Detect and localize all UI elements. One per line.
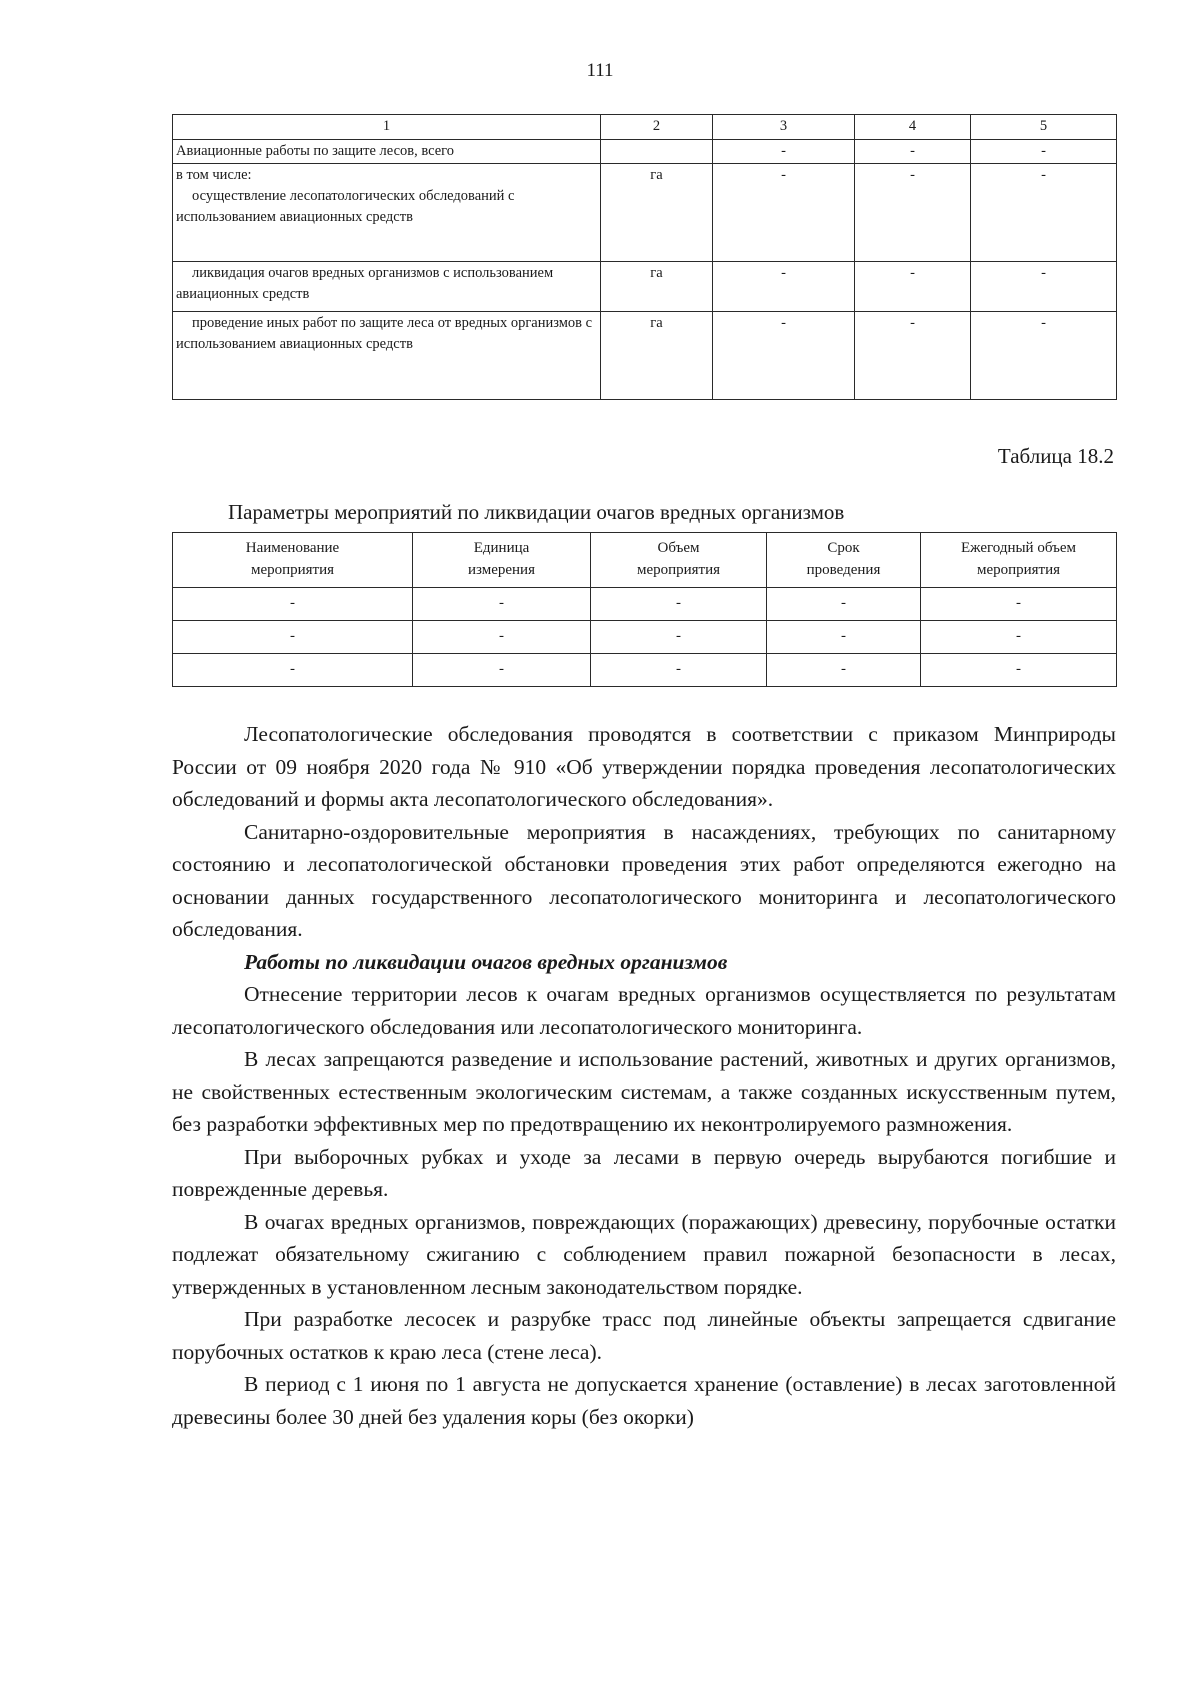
row-cell: - <box>971 312 1117 400</box>
header-line: мероприятия <box>250 562 335 578</box>
table-row <box>173 140 1117 164</box>
table-title: Параметры мероприятий по ликвидации очагов вредных организмов <box>228 500 845 524</box>
column-number-2: 2 <box>601 115 713 140</box>
header-line: Наименование <box>245 540 340 557</box>
table-cell: - <box>173 654 413 687</box>
table-header-row <box>173 115 1117 140</box>
header-line: Срок <box>827 540 860 557</box>
column-header-volume <box>591 533 767 588</box>
table-row <box>173 654 1117 687</box>
row-cell: - <box>855 312 971 400</box>
row-name-line: проведение иных работ по защите леса от вредных организмов с использованием авиационных средств <box>176 315 593 353</box>
column-header-term <box>767 533 921 588</box>
table-row <box>173 621 1117 654</box>
row-unit: га <box>601 312 713 400</box>
paragraph: Отнесение территории лесов к очагам вредных организмов осуществляется по результатам лесопатологического обследования или лесопатологического мониторинга. <box>172 982 1116 1039</box>
header-line: мероприятия <box>976 562 1061 578</box>
table-cell: - <box>767 588 921 621</box>
header-line: Ежегодный объем <box>960 540 1076 557</box>
table-cell: - <box>173 588 413 621</box>
table-cell: - <box>413 588 591 621</box>
table-header-row <box>173 533 1117 588</box>
row-cell: - <box>855 140 971 164</box>
section-heading: Работы по ликвидации очагов вредных организмов <box>244 949 728 974</box>
row-unit: га <box>601 262 713 312</box>
table-cell: - <box>921 588 1117 621</box>
column-header-annual-volume <box>921 533 1117 588</box>
row-cell: - <box>855 164 971 262</box>
paragraph: В лесах запрещаются разведение и использование растений, животных и других организмов, не свойственных естественным экологическим системам, а также созданных искусственным путем, без разработки эффективных мер по предотвращению их неконтролируемого размножения. <box>172 1047 1116 1136</box>
body-text <box>172 718 1116 1433</box>
header-line: проведения <box>806 562 881 578</box>
row-cell: - <box>713 140 855 164</box>
row-cell: - <box>713 262 855 312</box>
row-name <box>173 140 601 164</box>
header-line: Объем <box>657 540 700 557</box>
table-cell: - <box>173 621 413 654</box>
paragraph: При разработке лесосек и разрубке трасс под линейные объекты запрещается сдвигание порубочных остатков к краю леса (стене леса). <box>172 1307 1116 1364</box>
row-name-line: в том числе: <box>176 167 252 184</box>
table-cell: - <box>413 654 591 687</box>
table-caption: Таблица 18.2 <box>997 444 1114 468</box>
column-header-name <box>173 533 413 588</box>
row-cell: - <box>855 262 971 312</box>
row-unit <box>601 140 713 164</box>
row-unit: га <box>601 164 713 262</box>
header-line: Единица <box>473 540 530 557</box>
table-cell: - <box>591 621 767 654</box>
table-cell: - <box>591 654 767 687</box>
table-cell: - <box>921 654 1117 687</box>
paragraph: При выборочных рубках и уходе за лесами в первую очередь вырубаются погибшие и поврежденные деревья. <box>172 1144 1116 1201</box>
table-row <box>173 164 1117 262</box>
header-line: измерения <box>467 562 535 578</box>
table-cell: - <box>767 654 921 687</box>
paragraph: В период с 1 июня по 1 августа не допускается хранение (оставление) в лесах заготовленной древесины более 30 дней без удаления коры (без окорки) <box>172 1372 1116 1429</box>
row-cell: - <box>971 262 1117 312</box>
table-row <box>173 262 1117 312</box>
table-row <box>173 312 1117 400</box>
row-name <box>173 312 601 400</box>
table-cell: - <box>413 621 591 654</box>
row-cell: - <box>713 312 855 400</box>
table-row <box>173 588 1117 621</box>
row-name-line: ликвидация очагов вредных организмов с использованием авиационных средств <box>176 265 554 303</box>
pest-elimination-table <box>172 532 1117 687</box>
row-cell: - <box>971 164 1117 262</box>
row-cell: - <box>971 140 1117 164</box>
column-number-3: 3 <box>713 115 855 140</box>
row-name <box>173 164 601 262</box>
paragraph: В очагах вредных организмов, повреждающих (поражающих) древесину, порубочные остатки подлежат обязательному сжиганию с соблюдением правил пожарной безопасности в лесах, утвержденных в установленном лесным законодательством порядке. <box>172 1209 1116 1299</box>
column-number-4: 4 <box>855 115 971 140</box>
table-cell: - <box>921 621 1117 654</box>
column-number-5: 5 <box>971 115 1117 140</box>
table-cell: - <box>767 621 921 654</box>
header-line: мероприятия <box>636 562 721 578</box>
page-number: 111 <box>586 60 614 81</box>
row-name <box>173 262 601 312</box>
aviation-works-table <box>172 114 1117 400</box>
paragraph: Лесопатологические обследования проводятся в соответствии с приказом Минприроды России от 09 ноября 2020 года № 910 «Об утверждении порядка проведения лесопатологических обследований и формы акта лесопатологического обследования». <box>172 722 1116 811</box>
row-name-line: Авиационные работы по защите лесов, всего <box>176 143 455 159</box>
column-header-unit <box>413 533 591 588</box>
paragraph: Санитарно-оздоровительные мероприятия в насаждениях, требующих по санитарному состоянию и лесопатологической обстановки проведения этих работ определяются ежегодно на основании данных государственного лесопатологического мониторинга и лесопатологического обследования. <box>172 819 1116 941</box>
row-name-line: осуществление лесопатологических обследований с использованием авиационных средств <box>176 188 515 226</box>
column-number-1: 1 <box>173 115 601 140</box>
row-cell: - <box>713 164 855 262</box>
table-cell: - <box>591 588 767 621</box>
